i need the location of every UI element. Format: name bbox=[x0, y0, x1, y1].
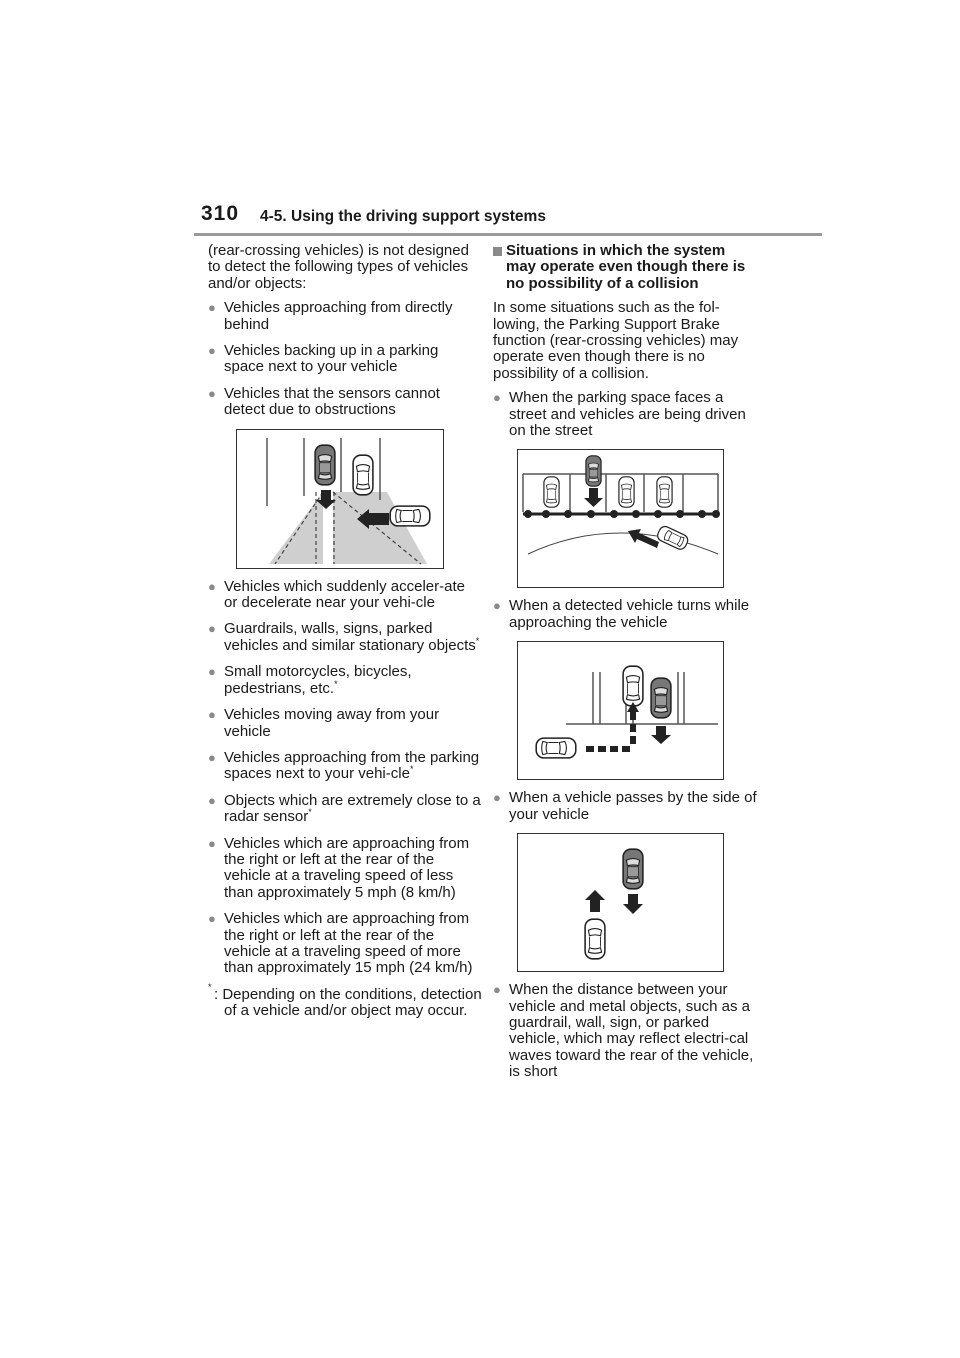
list-item: ● Vehicles which suddenly acceler-ate or decelerate near your vehi-cle bbox=[208, 579, 482, 612]
list-item: ● Vehicles moving away from your vehicle bbox=[208, 707, 482, 740]
list-item: ● Vehicles which are approaching from the right or left at the rear of the vehicle at a traveling speed of less than approximately 5 mph (8 km/h) bbox=[208, 836, 482, 902]
list-item: ● Vehicles that the sensors cannot detect due to obstructions bbox=[208, 386, 482, 419]
list-item: ● When the parking space faces a street and vehicles are being driven on the street bbox=[493, 390, 758, 439]
footnote-text: : Depending on the conditions, detection of a vehicle and/or object may occur. bbox=[214, 985, 482, 1020]
right-column bbox=[493, 243, 758, 1091]
list-item: ● Vehicles which are approaching from the right or left at the rear of the vehicle at a traveling speed of more than approximately 15 mph (24 km/h) bbox=[208, 911, 482, 977]
list-item: ● Vehicles approaching from the parking spaces next to your vehi-cle* bbox=[208, 750, 482, 783]
header-rule bbox=[194, 233, 822, 236]
footnote: * : Depending on the conditions, detection of a vehicle and/or object may occur. bbox=[208, 981, 482, 1020]
left-column bbox=[208, 243, 482, 1020]
figure-obstruction-diagram bbox=[236, 429, 444, 569]
page-header bbox=[0, 0, 960, 240]
square-bullet-icon bbox=[493, 247, 502, 256]
subheading: Situations in which the system may operate even though there is no possibility of a collision bbox=[493, 243, 758, 292]
figure-turning-vehicle-diagram bbox=[517, 641, 724, 780]
list-item: ● When a vehicle passes by the side of your vehicle bbox=[493, 790, 758, 823]
list-item: ● Small motorcycles, bicycles, pedestrians, etc.* bbox=[208, 664, 482, 697]
section-title: 4-5. Using the driving support systems bbox=[260, 208, 546, 225]
right-intro: In some situations such as the fol-lowing, the Parking Support Brake function (rear-crossing vehicles) may operate even though there is no possibility of a collision. bbox=[493, 299, 739, 382]
list-item: ● Guardrails, walls, signs, parked vehicles and similar stationary objects* bbox=[208, 621, 482, 654]
list-item: ● When the distance between your vehicle and metal objects, such as a guardrail, wall, sign, or parked vehicle, which may reflect electri-cal waves toward the rear of the vehicle, is short bbox=[493, 982, 758, 1080]
list-item: ● Objects which are extremely close to a radar sensor* bbox=[208, 793, 482, 826]
figure-street-parking-diagram bbox=[517, 449, 724, 588]
list-item: ● Vehicles backing up in a parking space next to your vehicle bbox=[208, 343, 482, 376]
left-intro: (rear-crossing vehicles) is not designed to detect the following types of vehicles and/or objects: bbox=[208, 242, 469, 292]
list-item: ● Vehicles approaching from directly behind bbox=[208, 300, 482, 333]
figure-passing-vehicle-diagram bbox=[517, 833, 724, 972]
list-item: ● When a detected vehicle turns while approaching the vehicle bbox=[493, 598, 758, 631]
page-number: 310 bbox=[201, 202, 240, 225]
